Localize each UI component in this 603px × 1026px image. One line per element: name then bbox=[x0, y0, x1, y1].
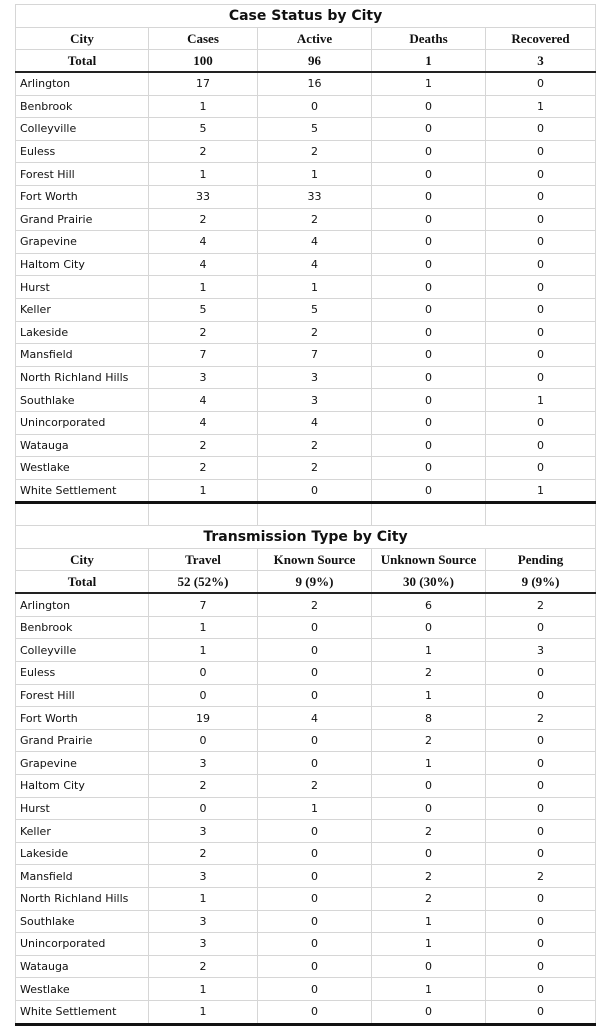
cell-value: 3 bbox=[149, 865, 258, 888]
cell-value: 2 bbox=[258, 140, 372, 163]
table-row bbox=[16, 344, 596, 367]
cell-value: 0 bbox=[258, 888, 372, 911]
cell-value: 1 bbox=[149, 479, 258, 503]
column-header: Active bbox=[258, 28, 372, 50]
empty-cell bbox=[149, 503, 258, 526]
cell-value: 0 bbox=[486, 366, 596, 389]
table-row bbox=[16, 411, 596, 434]
cell-value: 0 bbox=[372, 389, 486, 412]
cell-value: 2 bbox=[372, 888, 486, 911]
cell-value: 16 bbox=[258, 72, 372, 95]
empty-cell bbox=[372, 503, 486, 526]
cell-value: 1 bbox=[149, 95, 258, 118]
city-name: Westlake bbox=[16, 978, 149, 1001]
city-name: Haltom City bbox=[16, 253, 149, 276]
table-row bbox=[16, 118, 596, 141]
cell-value: 3 bbox=[486, 639, 596, 662]
cell-value: 0 bbox=[149, 797, 258, 820]
cell-value: 0 bbox=[486, 434, 596, 457]
table-row bbox=[16, 321, 596, 344]
table-body bbox=[16, 5, 596, 1025]
cell-value: 5 bbox=[149, 298, 258, 321]
city-name: Mansfield bbox=[16, 344, 149, 367]
city-name: Grapevine bbox=[16, 231, 149, 254]
cell-value: 1 bbox=[149, 888, 258, 911]
cell-value: 0 bbox=[258, 1000, 372, 1024]
city-name: Benbrook bbox=[16, 616, 149, 639]
table-row bbox=[16, 276, 596, 299]
table-row bbox=[16, 933, 596, 956]
table-row bbox=[16, 842, 596, 865]
total-value: 3 bbox=[486, 50, 596, 73]
table-row bbox=[16, 752, 596, 775]
city-name: Euless bbox=[16, 662, 149, 685]
city-name: Haltom City bbox=[16, 775, 149, 798]
cell-value: 1 bbox=[372, 684, 486, 707]
cell-value: 2 bbox=[372, 729, 486, 752]
cell-value: 0 bbox=[258, 729, 372, 752]
cell-value: 2 bbox=[149, 140, 258, 163]
cell-value: 0 bbox=[372, 955, 486, 978]
cell-value: 0 bbox=[486, 1000, 596, 1024]
table-row bbox=[16, 366, 596, 389]
empty-cell bbox=[16, 503, 149, 526]
city-name: North Richland Hills bbox=[16, 366, 149, 389]
city-name: Colleyville bbox=[16, 639, 149, 662]
column-header: Pending bbox=[486, 549, 596, 571]
cell-value: 4 bbox=[258, 411, 372, 434]
city-name: Southlake bbox=[16, 389, 149, 412]
cell-value: 0 bbox=[372, 1000, 486, 1024]
cell-value: 0 bbox=[372, 479, 486, 503]
cell-value: 2 bbox=[486, 865, 596, 888]
cell-value: 2 bbox=[149, 321, 258, 344]
table-row bbox=[16, 298, 596, 321]
cell-value: 1 bbox=[372, 910, 486, 933]
cell-value: 0 bbox=[486, 662, 596, 685]
cell-value: 1 bbox=[486, 479, 596, 503]
table-row bbox=[16, 185, 596, 208]
cell-value: 1 bbox=[149, 978, 258, 1001]
city-name: Colleyville bbox=[16, 118, 149, 141]
city-name: Forest Hill bbox=[16, 684, 149, 707]
city-name: Lakeside bbox=[16, 842, 149, 865]
cell-value: 0 bbox=[486, 185, 596, 208]
cell-value: 0 bbox=[372, 842, 486, 865]
table-row bbox=[16, 955, 596, 978]
transmission-total-row bbox=[16, 571, 596, 594]
cell-value: 2 bbox=[486, 593, 596, 616]
cell-value: 0 bbox=[258, 752, 372, 775]
city-name: White Settlement bbox=[16, 479, 149, 503]
cell-value: 0 bbox=[372, 185, 486, 208]
total-label: Total bbox=[16, 571, 149, 594]
cell-value: 2 bbox=[149, 955, 258, 978]
cell-value: 0 bbox=[149, 729, 258, 752]
cell-value: 1 bbox=[258, 797, 372, 820]
cell-value: 0 bbox=[258, 955, 372, 978]
cell-value: 5 bbox=[149, 118, 258, 141]
table-row bbox=[16, 729, 596, 752]
column-header: Known Source bbox=[258, 549, 372, 571]
city-name: Unincorporated bbox=[16, 933, 149, 956]
cell-value: 0 bbox=[149, 684, 258, 707]
cell-value: 0 bbox=[258, 616, 372, 639]
cell-value: 0 bbox=[372, 163, 486, 186]
city-name: Arlington bbox=[16, 72, 149, 95]
cell-value: 3 bbox=[149, 910, 258, 933]
cell-value: 0 bbox=[486, 955, 596, 978]
table-row bbox=[16, 775, 596, 798]
cell-value: 0 bbox=[258, 684, 372, 707]
column-header: Deaths bbox=[372, 28, 486, 50]
table-row bbox=[16, 434, 596, 457]
cell-value: 4 bbox=[258, 253, 372, 276]
cell-value: 0 bbox=[486, 933, 596, 956]
city-name: Grand Prairie bbox=[16, 208, 149, 231]
city-name: Southlake bbox=[16, 910, 149, 933]
city-name: Lakeside bbox=[16, 321, 149, 344]
cell-value: 4 bbox=[258, 707, 372, 730]
cell-value: 0 bbox=[258, 842, 372, 865]
cell-value: 0 bbox=[486, 820, 596, 843]
table-row bbox=[16, 684, 596, 707]
cell-value: 0 bbox=[258, 865, 372, 888]
cell-value: 7 bbox=[258, 344, 372, 367]
cell-value: 1 bbox=[372, 978, 486, 1001]
cell-value: 0 bbox=[486, 411, 596, 434]
cell-value: 1 bbox=[149, 616, 258, 639]
cell-value: 1 bbox=[372, 639, 486, 662]
cell-value: 0 bbox=[486, 978, 596, 1001]
total-value: 30 (30%) bbox=[372, 571, 486, 594]
cell-value: 0 bbox=[486, 321, 596, 344]
cell-value: 3 bbox=[149, 933, 258, 956]
cell-value: 0 bbox=[372, 95, 486, 118]
cell-value: 0 bbox=[258, 95, 372, 118]
cell-value: 0 bbox=[486, 140, 596, 163]
cell-value: 3 bbox=[149, 752, 258, 775]
cell-value: 6 bbox=[372, 593, 486, 616]
column-header: Travel bbox=[149, 549, 258, 571]
cell-value: 1 bbox=[486, 95, 596, 118]
cell-value: 0 bbox=[258, 479, 372, 503]
cell-value: 0 bbox=[372, 411, 486, 434]
cell-value: 0 bbox=[486, 910, 596, 933]
cell-value: 0 bbox=[486, 797, 596, 820]
cell-value: 0 bbox=[486, 344, 596, 367]
column-header: City bbox=[16, 28, 149, 50]
table-row bbox=[16, 978, 596, 1001]
cell-value: 2 bbox=[258, 321, 372, 344]
table-row bbox=[16, 140, 596, 163]
cell-value: 1 bbox=[258, 276, 372, 299]
city-name: Keller bbox=[16, 298, 149, 321]
table-row bbox=[16, 253, 596, 276]
cell-value: 3 bbox=[258, 366, 372, 389]
cell-value: 0 bbox=[486, 729, 596, 752]
cell-value: 0 bbox=[258, 639, 372, 662]
cell-value: 0 bbox=[372, 140, 486, 163]
table-row bbox=[16, 593, 596, 616]
transmission-header-row bbox=[16, 549, 596, 571]
cell-value: 0 bbox=[486, 775, 596, 798]
cell-value: 0 bbox=[372, 775, 486, 798]
table-row bbox=[16, 865, 596, 888]
cell-value: 1 bbox=[372, 752, 486, 775]
cell-value: 4 bbox=[149, 231, 258, 254]
cell-value: 8 bbox=[372, 707, 486, 730]
cell-value: 2 bbox=[149, 842, 258, 865]
cell-value: 0 bbox=[258, 662, 372, 685]
table-row bbox=[16, 910, 596, 933]
table-row bbox=[16, 95, 596, 118]
cell-value: 0 bbox=[486, 888, 596, 911]
table-row bbox=[16, 639, 596, 662]
cell-value: 0 bbox=[372, 298, 486, 321]
cell-value: 1 bbox=[149, 1000, 258, 1024]
cell-value: 0 bbox=[372, 276, 486, 299]
cell-value: 1 bbox=[372, 933, 486, 956]
case-status-header-row bbox=[16, 28, 596, 50]
total-label: Total bbox=[16, 50, 149, 73]
cell-value: 17 bbox=[149, 72, 258, 95]
cell-value: 0 bbox=[486, 457, 596, 480]
city-name: Grapevine bbox=[16, 752, 149, 775]
table-row bbox=[16, 1000, 596, 1024]
cell-value: 2 bbox=[258, 208, 372, 231]
city-name: Arlington bbox=[16, 593, 149, 616]
cell-value: 1 bbox=[149, 276, 258, 299]
cell-value: 0 bbox=[372, 797, 486, 820]
cell-value: 5 bbox=[258, 298, 372, 321]
city-name: Hurst bbox=[16, 797, 149, 820]
cell-value: 0 bbox=[372, 208, 486, 231]
table-row bbox=[16, 616, 596, 639]
city-name: Fort Worth bbox=[16, 185, 149, 208]
cell-value: 3 bbox=[258, 389, 372, 412]
city-name: North Richland Hills bbox=[16, 888, 149, 911]
cell-value: 33 bbox=[258, 185, 372, 208]
cell-value: 0 bbox=[372, 344, 486, 367]
column-header: Unknown Source bbox=[372, 549, 486, 571]
cell-value: 3 bbox=[149, 820, 258, 843]
case-status-total-row bbox=[16, 50, 596, 73]
cell-value: 0 bbox=[258, 820, 372, 843]
cell-value: 1 bbox=[149, 163, 258, 186]
report-tables bbox=[15, 4, 595, 1026]
cell-value: 2 bbox=[258, 457, 372, 480]
cell-value: 1 bbox=[258, 163, 372, 186]
cell-value: 4 bbox=[149, 389, 258, 412]
cell-value: 0 bbox=[372, 434, 486, 457]
empty-cell bbox=[258, 503, 372, 526]
cell-value: 33 bbox=[149, 185, 258, 208]
cell-value: 4 bbox=[258, 231, 372, 254]
cell-value: 2 bbox=[486, 707, 596, 730]
cell-value: 0 bbox=[486, 616, 596, 639]
table-row bbox=[16, 163, 596, 186]
cell-value: 3 bbox=[149, 366, 258, 389]
cell-value: 0 bbox=[372, 118, 486, 141]
cell-value: 0 bbox=[486, 298, 596, 321]
cell-value: 0 bbox=[372, 231, 486, 254]
total-value: 100 bbox=[149, 50, 258, 73]
cell-value: 5 bbox=[258, 118, 372, 141]
city-name: Keller bbox=[16, 820, 149, 843]
cell-value: 0 bbox=[258, 933, 372, 956]
total-value: 9 (9%) bbox=[486, 571, 596, 594]
cell-value: 0 bbox=[486, 684, 596, 707]
cell-value: 2 bbox=[149, 434, 258, 457]
cell-value: 19 bbox=[149, 707, 258, 730]
cell-value: 0 bbox=[486, 72, 596, 95]
city-name: Unincorporated bbox=[16, 411, 149, 434]
cell-value: 0 bbox=[486, 842, 596, 865]
city-name: Mansfield bbox=[16, 865, 149, 888]
cell-value: 2 bbox=[372, 820, 486, 843]
cell-value: 2 bbox=[149, 208, 258, 231]
table-row bbox=[16, 457, 596, 480]
empty-cell bbox=[486, 503, 596, 526]
cell-value: 2 bbox=[258, 434, 372, 457]
column-header: City bbox=[16, 549, 149, 571]
cell-value: 0 bbox=[372, 366, 486, 389]
cell-value: 2 bbox=[149, 775, 258, 798]
table-row bbox=[16, 797, 596, 820]
city-tables bbox=[15, 4, 596, 1026]
table-row bbox=[16, 662, 596, 685]
spacer-row bbox=[16, 503, 596, 526]
total-value: 1 bbox=[372, 50, 486, 73]
cell-value: 0 bbox=[486, 231, 596, 254]
cell-value: 0 bbox=[486, 276, 596, 299]
city-name: White Settlement bbox=[16, 1000, 149, 1024]
cell-value: 0 bbox=[486, 118, 596, 141]
transmission-title-row bbox=[16, 526, 596, 549]
cell-value: 0 bbox=[149, 662, 258, 685]
total-value: 52 (52%) bbox=[149, 571, 258, 594]
cell-value: 0 bbox=[372, 457, 486, 480]
cell-value: 2 bbox=[372, 865, 486, 888]
table-row bbox=[16, 231, 596, 254]
city-name: Hurst bbox=[16, 276, 149, 299]
table-row bbox=[16, 707, 596, 730]
cell-value: 2 bbox=[258, 775, 372, 798]
city-name: Westlake bbox=[16, 457, 149, 480]
cell-value: 7 bbox=[149, 593, 258, 616]
city-name: Euless bbox=[16, 140, 149, 163]
cell-value: 0 bbox=[486, 208, 596, 231]
table-row bbox=[16, 72, 596, 95]
cell-value: 0 bbox=[486, 253, 596, 276]
cell-value: 7 bbox=[149, 344, 258, 367]
cell-value: 0 bbox=[372, 616, 486, 639]
cell-value: 0 bbox=[372, 321, 486, 344]
cell-value: 2 bbox=[258, 593, 372, 616]
table-row bbox=[16, 888, 596, 911]
cell-value: 0 bbox=[486, 752, 596, 775]
cell-value: 2 bbox=[372, 662, 486, 685]
city-name: Watauga bbox=[16, 955, 149, 978]
table-row bbox=[16, 820, 596, 843]
city-name: Benbrook bbox=[16, 95, 149, 118]
cell-value: 1 bbox=[149, 639, 258, 662]
case-status-title-row bbox=[16, 5, 596, 28]
cell-value: 0 bbox=[258, 978, 372, 1001]
city-name: Fort Worth bbox=[16, 707, 149, 730]
city-name: Forest Hill bbox=[16, 163, 149, 186]
table-row bbox=[16, 208, 596, 231]
cell-value: 1 bbox=[372, 72, 486, 95]
total-value: 96 bbox=[258, 50, 372, 73]
table-row bbox=[16, 389, 596, 412]
table-row bbox=[16, 479, 596, 503]
column-header: Recovered bbox=[486, 28, 596, 50]
city-name: Watauga bbox=[16, 434, 149, 457]
cell-value: 0 bbox=[486, 163, 596, 186]
cell-value: 2 bbox=[149, 457, 258, 480]
city-name: Grand Prairie bbox=[16, 729, 149, 752]
transmission-title: Transmission Type by City bbox=[16, 526, 596, 549]
cell-value: 4 bbox=[149, 411, 258, 434]
column-header: Cases bbox=[149, 28, 258, 50]
case-status-title: Case Status by City bbox=[16, 5, 596, 28]
cell-value: 1 bbox=[486, 389, 596, 412]
cell-value: 0 bbox=[372, 253, 486, 276]
total-value: 9 (9%) bbox=[258, 571, 372, 594]
cell-value: 0 bbox=[258, 910, 372, 933]
cell-value: 4 bbox=[149, 253, 258, 276]
